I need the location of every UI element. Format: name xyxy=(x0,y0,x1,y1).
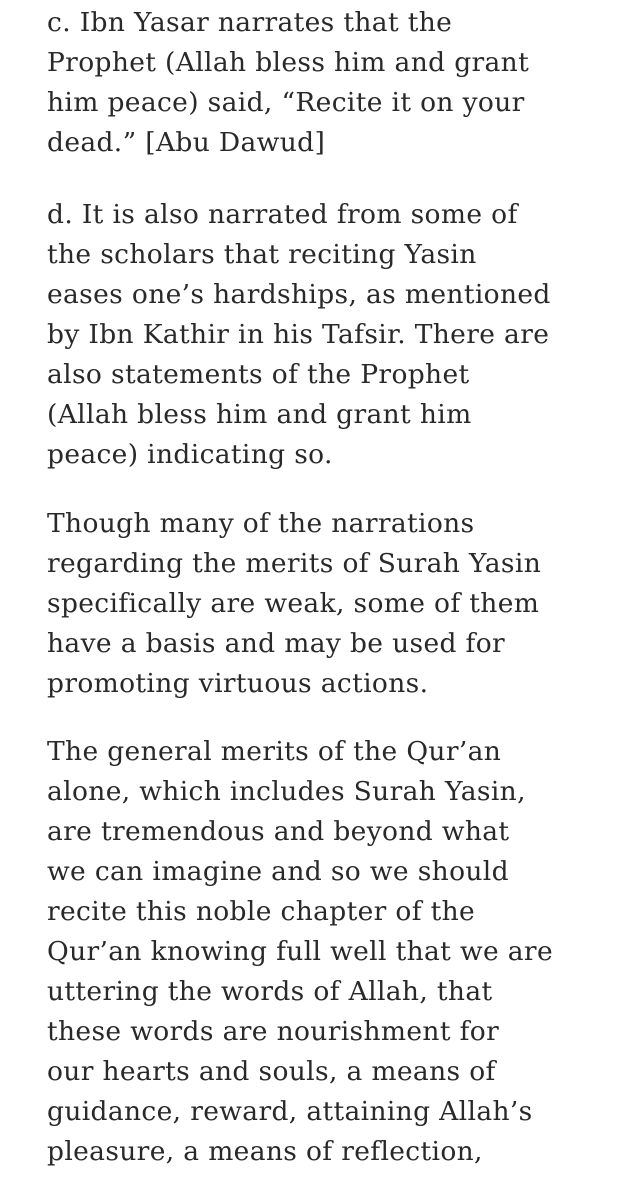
text-line: c. Ibn Yasar narrates that the xyxy=(47,7,453,38)
text-line: by Ibn Kathir in his Tafsir. There are xyxy=(47,319,550,350)
text-line: (Allah bless him and grant him xyxy=(47,399,472,430)
paragraph-narration-d xyxy=(47,195,551,475)
text-line: promoting virtuous actions. xyxy=(47,668,429,699)
text-line: uttering the words of Allah, that xyxy=(47,976,493,1007)
paragraph-narration-c xyxy=(47,3,529,163)
text-line: pleasure, a means of reflection, xyxy=(47,1136,483,1167)
text-line: specifically are weak, some of them xyxy=(47,588,540,619)
text-line: recite this noble chapter of the xyxy=(47,896,476,927)
text-line: have a basis and may be used for xyxy=(47,628,506,659)
text-line: The general merits of the Qur’an xyxy=(47,736,502,767)
text-line: Qur’an knowing full well that we are xyxy=(47,936,553,967)
paragraph-general-merits xyxy=(47,732,553,1172)
text-line: are tremendous and beyond what xyxy=(47,816,510,847)
text-line: peace) indicating so. xyxy=(47,439,333,470)
text-line: our hearts and souls, a means of xyxy=(47,1056,496,1087)
text-line: eases one’s hardships, as mentioned xyxy=(47,279,551,310)
text-line: Prophet (Allah bless him and grant xyxy=(47,47,530,78)
text-line: the scholars that reciting Yasin xyxy=(47,239,477,270)
text-line: d. It is also narrated from some of xyxy=(47,199,518,230)
text-line: we can imagine and so we should xyxy=(47,856,509,887)
text-line: alone, which includes Surah Yasin, xyxy=(47,776,526,807)
paragraph-weak-narrations xyxy=(47,504,541,704)
text-line: guidance, reward, attaining Allah’s xyxy=(47,1096,533,1127)
text-line: Though many of the narrations xyxy=(47,508,475,539)
text-line: him peace) said, “Recite it on your xyxy=(47,87,525,118)
text-line: dead.” [Abu Dawud] xyxy=(47,127,326,158)
text-line: these words are nourishment for xyxy=(47,1016,500,1047)
text-line: regarding the merits of Surah Yasin xyxy=(47,548,542,579)
text-line: also statements of the Prophet xyxy=(47,359,470,390)
